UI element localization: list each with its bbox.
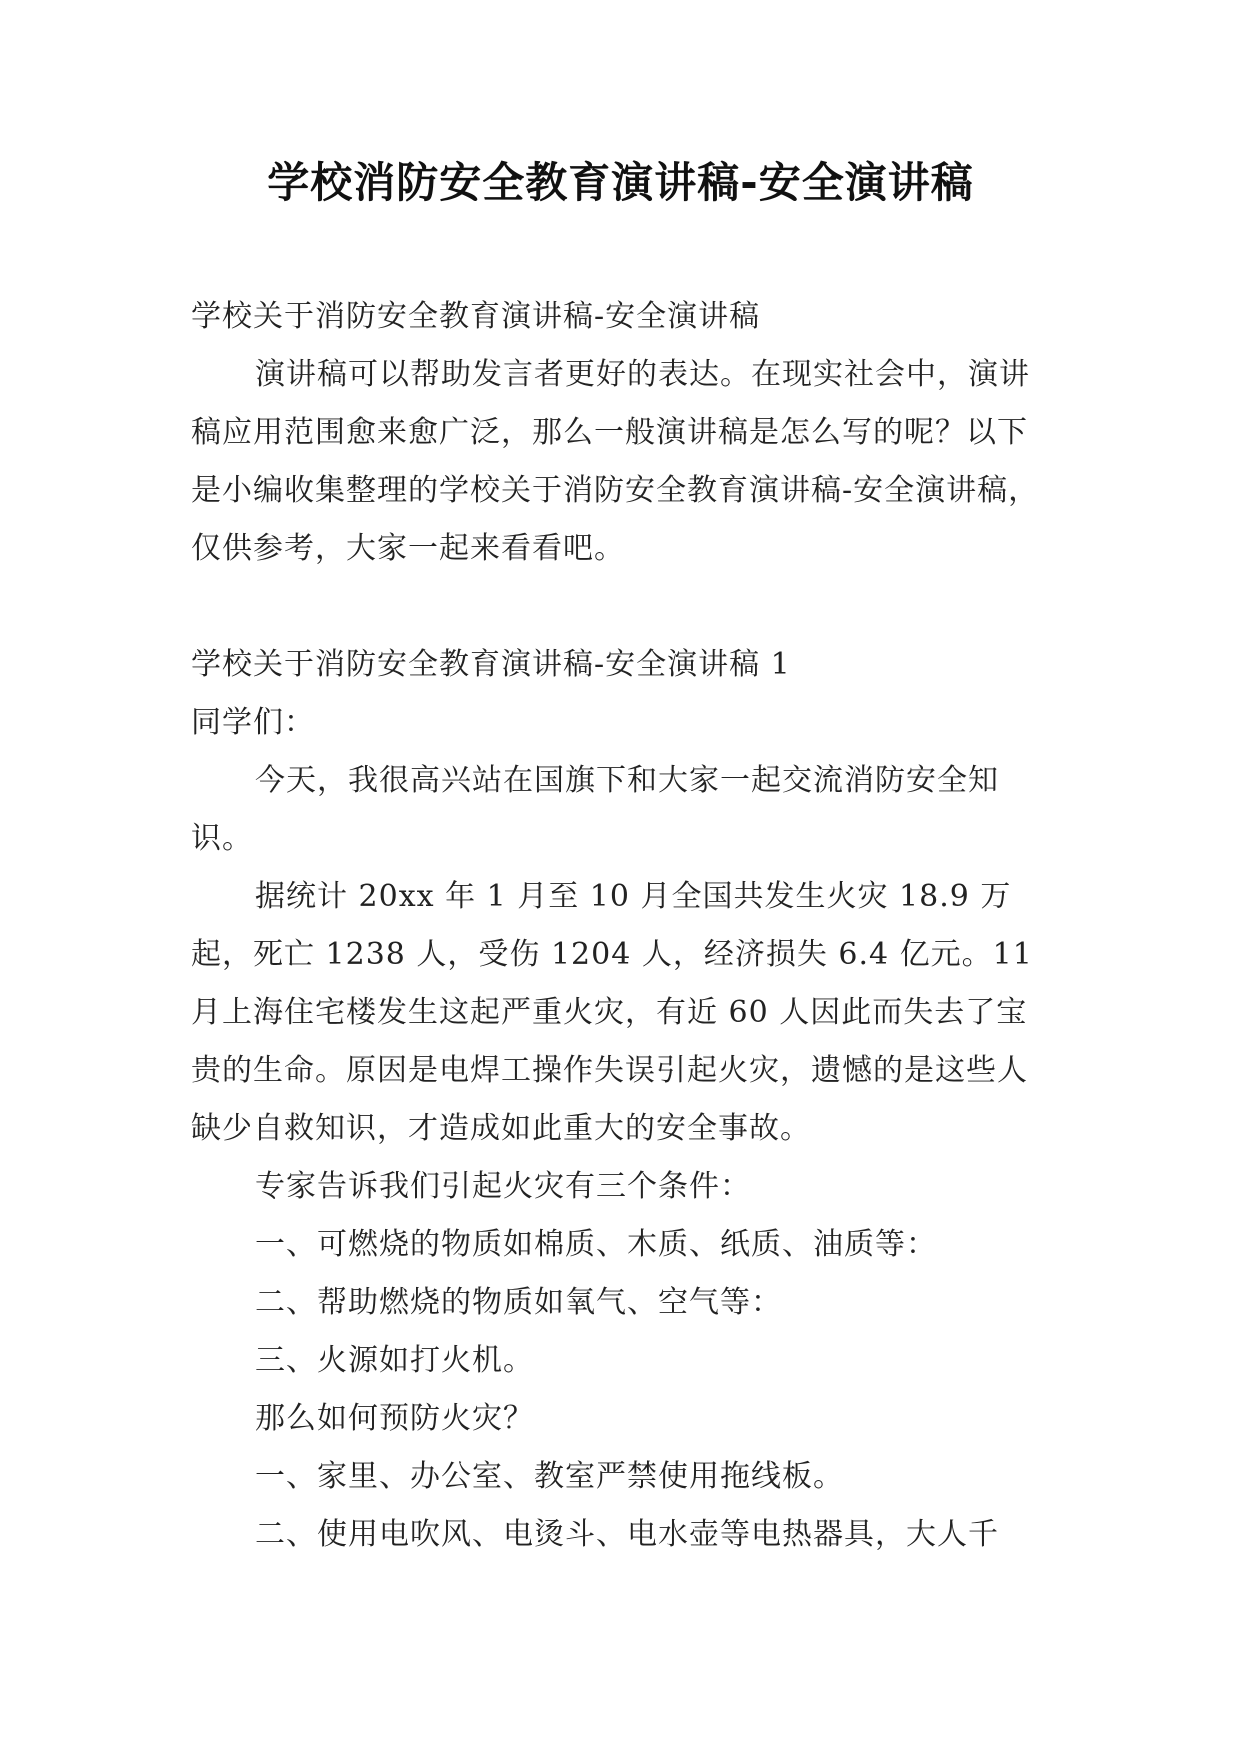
paragraph-opening: 今天，我很高兴站在国旗下和大家一起交流消防安全知识。	[191, 763, 999, 856]
paragraph-section-heading: 学校关于消防安全教育演讲稿-安全演讲稿 1	[191, 647, 791, 682]
document-title: 学校消防安全教育演讲稿-安全演讲稿	[267, 158, 974, 207]
paragraph-spacer	[191, 578, 1051, 636]
paragraph-subtitle: 学校关于消防安全教育演讲稿-安全演讲稿	[191, 299, 761, 334]
document-body	[191, 288, 1051, 1564]
paragraph-intro: 演讲稿可以帮助发言者更好的表达。在现实社会中，演讲稿应用范围愈来愈广泛，那么一般演讲稿是怎么写的呢？以下是小编收集整理的学校关于消防安全教育演讲稿-安全演讲稿，仅供参考，大家一起来看看吧。	[191, 357, 1040, 566]
paragraph-conditions-intro: 专家告诉我们引起火灾有三个条件：	[255, 1169, 751, 1204]
paragraph-prevention-question: 那么如何预防火灾？	[255, 1401, 534, 1436]
paragraph-salutation: 同学们：	[191, 705, 315, 740]
paragraph-statistics: 据统计 20xx 年 1 月至 10 月全国共发生火灾 18.9 万起，死亡 1238 人，受伤 1204 人，经济损失 6.4 亿元。11 月上海住宅楼发生这起严重火灾，有近 60 人因此而失去了宝贵的生命。原因是电焊工操作失误引起火灾，遗憾的是这些人缺少自救知识，才造成如此重大的安全事故。	[191, 879, 1033, 1146]
paragraph-condition-3: 三、火源如打火机。	[255, 1343, 534, 1378]
paragraph-prevention-2: 二、使用电吹风、电烫斗、电水壶等电热器具，大人千	[255, 1517, 999, 1552]
paragraph-condition-2: 二、帮助燃烧的物质如氧气、空气等：	[255, 1285, 782, 1320]
paragraph-condition-1: 一、可燃烧的物质如棉质、木质、纸质、油质等：	[255, 1227, 937, 1262]
paragraph-prevention-1: 一、家里、办公室、教室严禁使用拖线板。	[255, 1459, 844, 1494]
